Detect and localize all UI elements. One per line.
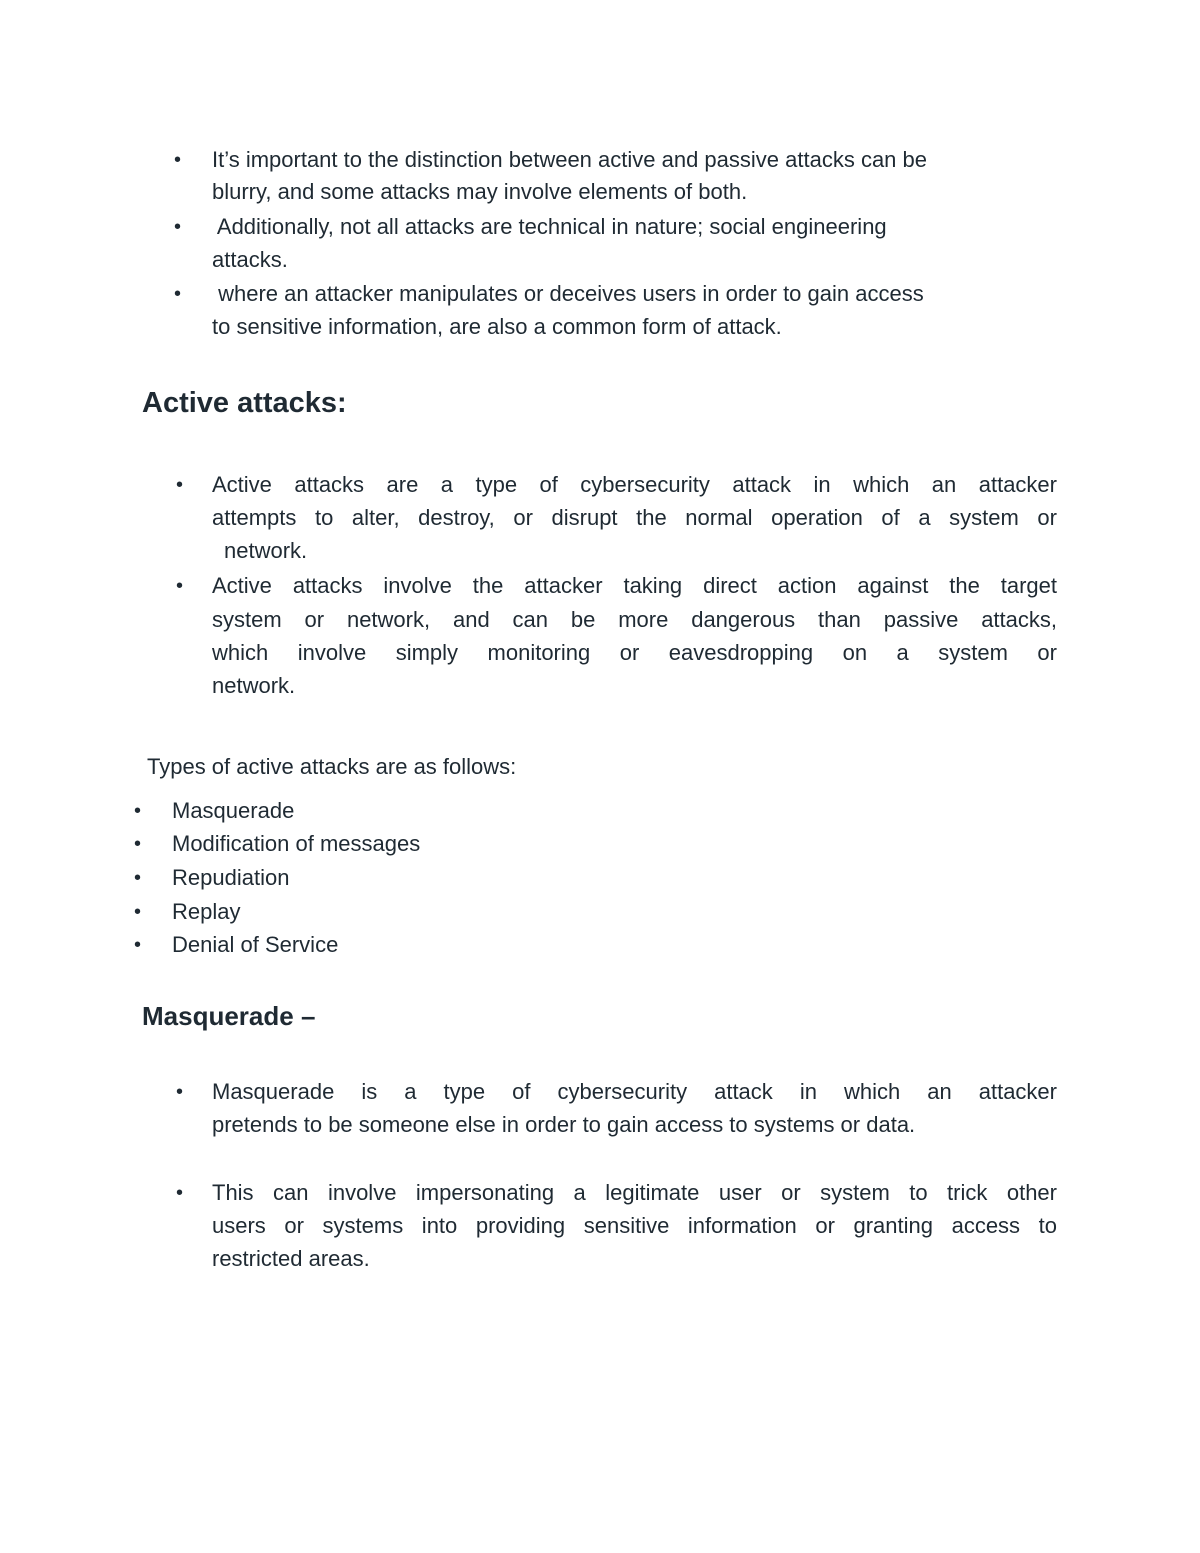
list-item: Replay: [172, 899, 241, 924]
text-line: users or systems into providing sensitive information or granting access to: [212, 1213, 1057, 1238]
bullet-icon: •: [134, 934, 142, 956]
text-line: where an attacker manipulates or deceives users in order to gain access: [212, 281, 924, 306]
text-line: network.: [224, 538, 308, 563]
text-line: Masquerade is a type of cybersecurity attack in which an attacker: [212, 1079, 1057, 1104]
text-line: pretends to be someone else in order to gain access to systems or data.: [212, 1112, 916, 1137]
bullet-icon: •: [134, 833, 142, 855]
text-line: This can involve impersonating a legitimate user or system to trick other: [212, 1180, 1057, 1205]
bullet-icon: •: [176, 575, 184, 597]
text-line: to sensitive information, are also a common form of attack.: [212, 314, 782, 339]
bullet-icon: •: [174, 283, 182, 305]
text-line: network.: [212, 673, 296, 698]
list-item: Repudiation: [172, 865, 290, 890]
text-line: Additionally, not all attacks are technical in nature; social engineering: [212, 214, 887, 239]
list-item: Denial of Service: [172, 932, 339, 957]
heading-masquerade: Masquerade –: [142, 1001, 316, 1031]
text-line: Active attacks are a type of cybersecurity attack in which an attacker: [212, 472, 1057, 497]
text-line: restricted areas.: [212, 1246, 370, 1271]
text-line: Active attacks involve the attacker taking direct action against the target: [212, 573, 1057, 598]
bullet-icon: •: [134, 800, 142, 822]
text-line: system or network, and can be more dangerous than passive attacks,: [212, 607, 1057, 632]
text-line: which involve simply monitoring or eavesdropping on a system or: [212, 640, 1057, 665]
bullet-icon: •: [134, 867, 142, 889]
bullet-icon: •: [174, 216, 182, 238]
bullet-icon: •: [174, 149, 182, 171]
text-line: It’s important to the distinction between active and passive attacks can be: [212, 147, 927, 172]
bullet-icon: •: [176, 1081, 184, 1103]
types-intro: Types of active attacks are as follows:: [147, 754, 517, 779]
heading-active-attacks: Active attacks:: [142, 387, 347, 419]
text-line: attacks.: [212, 247, 288, 272]
text-line: blurry, and some attacks may involve elements of both.: [212, 179, 748, 204]
text-line: attempts to alter, destroy, or disrupt the normal operation of a system or: [212, 505, 1057, 530]
bullet-icon: •: [134, 901, 142, 923]
bullet-icon: •: [176, 1182, 184, 1204]
list-item: Modification of messages: [172, 831, 421, 856]
list-item: Masquerade: [172, 798, 295, 823]
bullet-icon: •: [176, 474, 184, 496]
